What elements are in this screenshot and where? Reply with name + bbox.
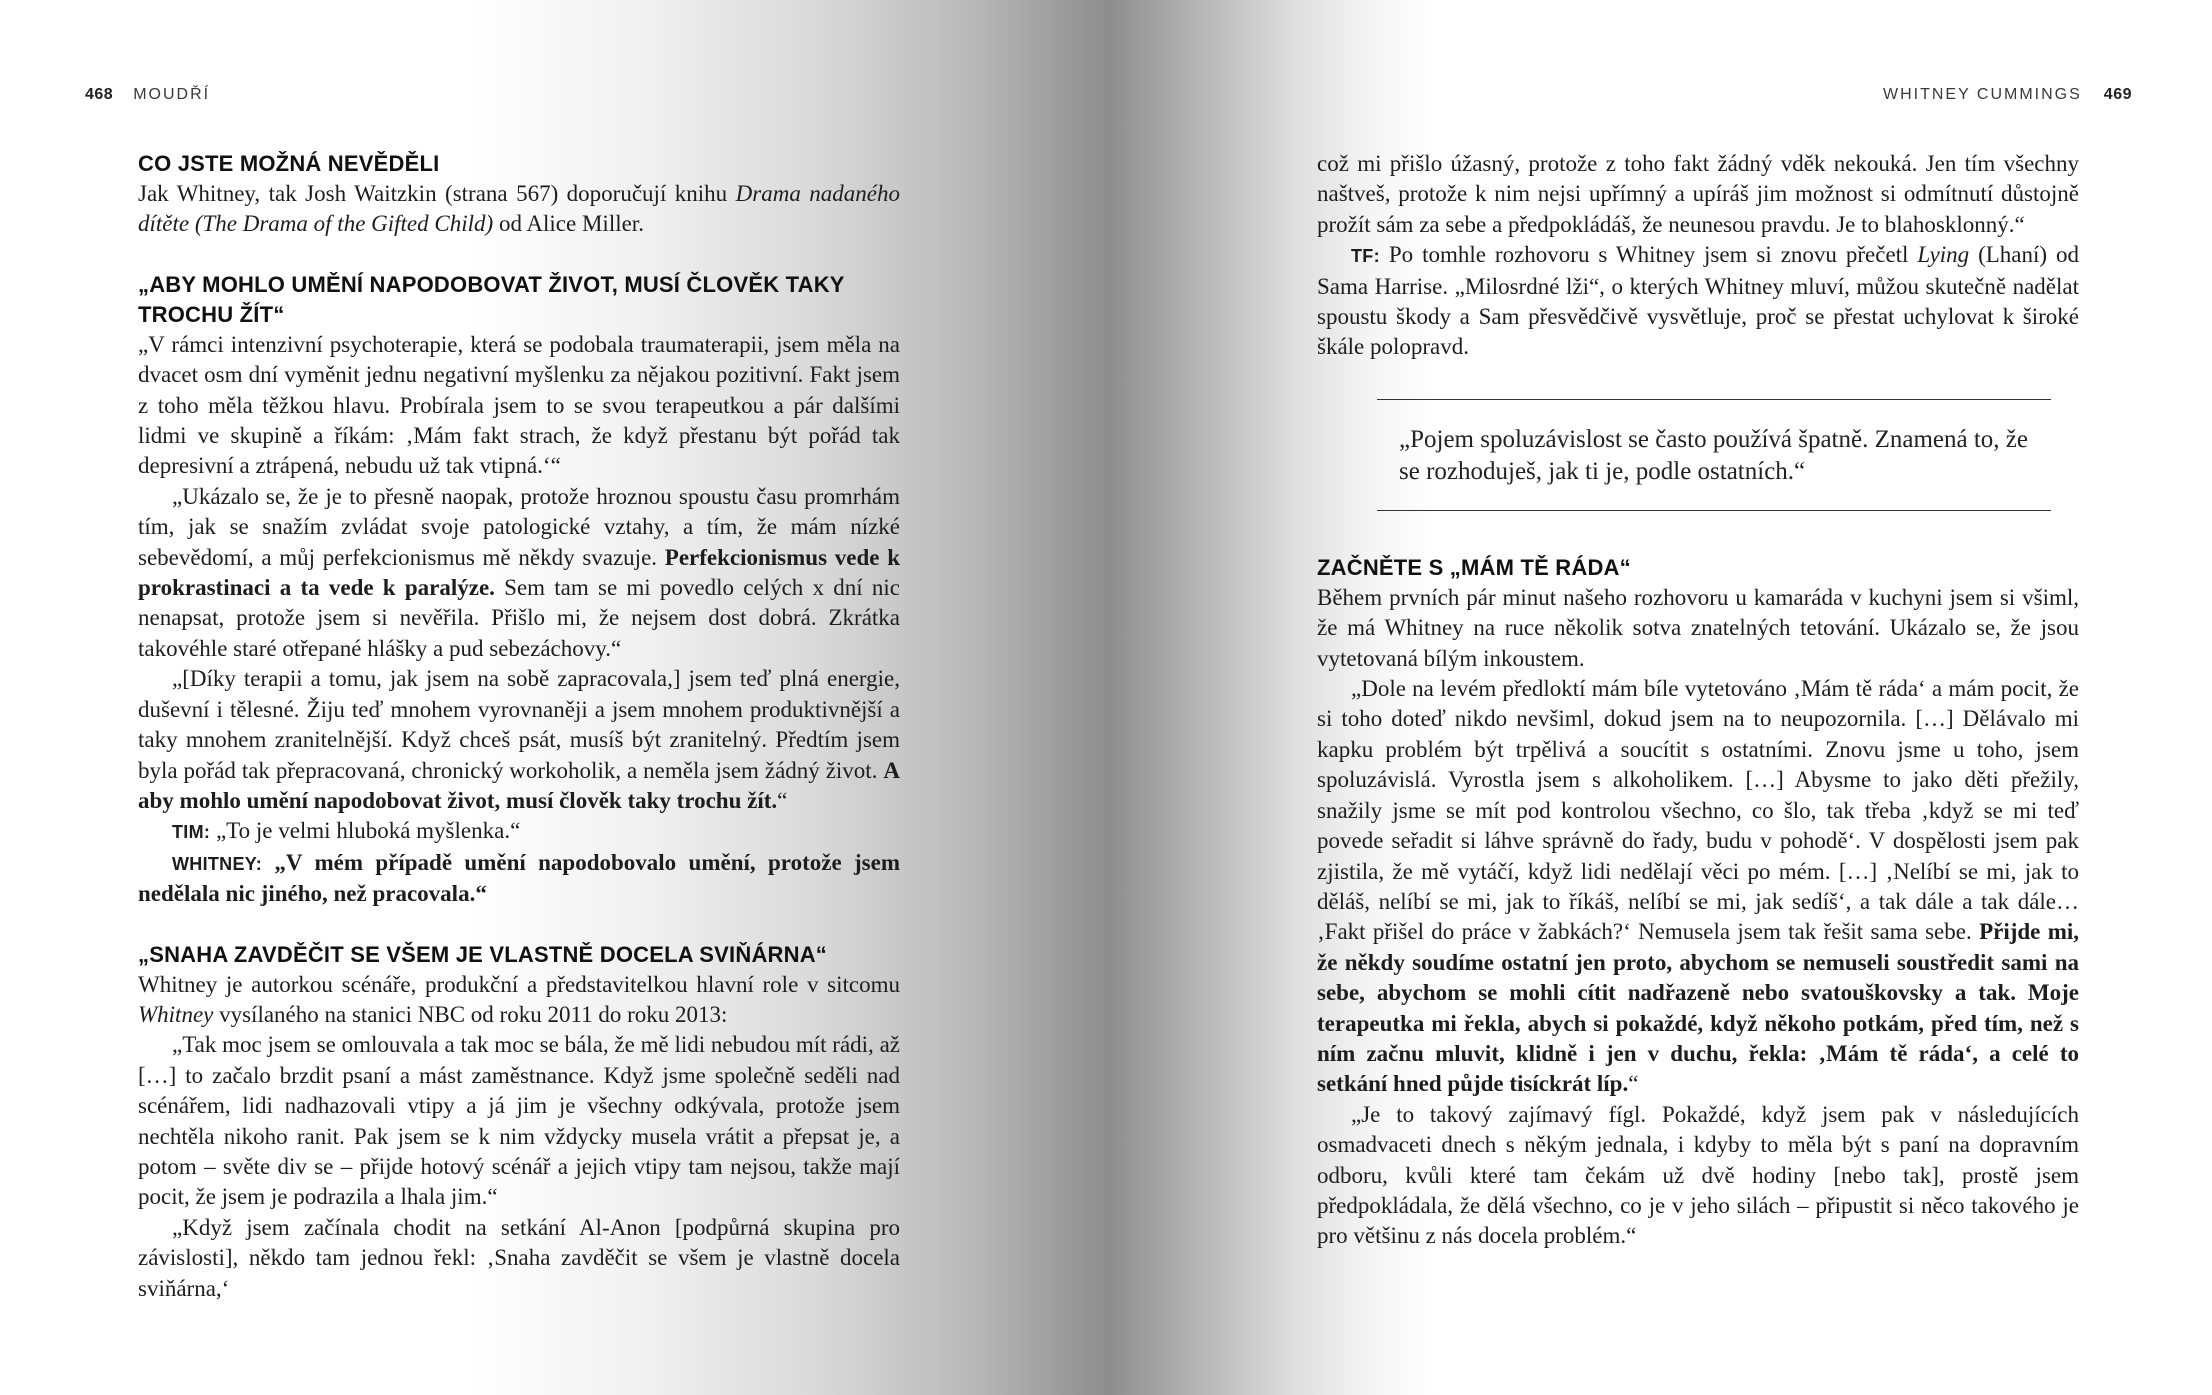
bold-run: Přijde mi, že někdy soudíme ostatní jen proto, abychom se nemuseli soustředit sami na sebe, abychom se mohli cítit nadřazeně nebo svatouškovsky a tak. Moje terapeutka mi řekla, abych si pokaždé, když někoho potkám, před tím, než s ním začnu mluvit, klidně i jen v duchu, řekla: ‚Mám tě ráda‘, a celé to setkání hned půjde tisíckrát líp. [1317,919,2079,1097]
paragraph [138,970,900,1031]
page-number-left: 468 [85,86,114,103]
section-heading: CO JSTE MOŽNÁ NEVĚDĚLI [138,151,440,176]
section-heading: „ABY MOHLO UMĚNÍ NAPODOBOVAT ŽIVOT, MUSÍ ČLOVĚK TAKY TROCHU ŽÍT“ [138,271,845,327]
paragraph [138,179,900,240]
book-title: Drama nadaného dítěte (The Drama of the Gifted Child) [138,181,900,237]
text-run: „Dole na levém předloktí mám bíle vytetováno ‚Mám tě ráda‘ a mám pocit, že si toho doteď nikdo nevšiml, dokud jsem na to neupozornila. […] Dělávalo mi kapku problém být trpělivá a soucítit s ostatními. Znovu jsme u toho, jsem spoluzávislá. Vyrostla jsem s alkoholikem. […] Abysme to jako děti přežily, snažily jsme se mít pod kontrolou všechno, co šlo, tak třeba ‚když se mi teď povede seřadit si láhve správně do řady, budu v pohodě‘. V dospělosti jsem pak zjistila, že mě vytáčí, když lidi nedělají věci po mém. […] ‚Nelíbí se mi, jak to děláš, nelíbí se mi, jak to říkáš, nelíbí se mi, jak sedíš‘, a tak dále a tak dále… ‚Fakt přišel do práce v žabkách?‘ Nemusela jsem tak řešit sama sebe. [1317,676,2079,945]
speaker-label: WHITNEY: [172,853,263,874]
paragraph [1317,674,2079,1100]
text-run: Whitney je autorkou scénáře, produkční a představitelkou hlavní role v sitcomu [138,971,900,997]
paragraph [138,482,900,664]
text-run: vysílaného na stanici NBC od roku 2011 do roku 2013: [213,1001,728,1027]
paragraph [138,664,900,816]
paragraph: „Je to takový zajímavý fígl. Pokaždé, když jsem pak v následujících osmadvaceti dnech s někým jednala, i kdyby to měla být s paní na dopravním odboru, kvůli které tam čekám už dvě hodiny [nebo tak], prostě jsem předpokládala, že dělá všechno, co je v jeho silách – připustit si něco takového je pro většinu z nás docela problém.“ [1317,1101,2079,1249]
paragraph: „Tak moc jsem se omlouvala a tak moc se bála, že mě lidi nebudou mít rádi, až […] to začalo brzdit psaní a mást zaměstnance. Když jsme společně seděli nad scénářem, lidi nadhazovali vtipy a já jim je všechny odkývala, protože jsem nechtěla nikoho ranit. Pak jsem se k nim vždycky musela vrátit a přepsat je, a potom – světe div se – přijde hotový scénář a jejich vtipy tam nejsou, takže mají pocit, že jsem je podrazila a lhala jim.“ [138,1032,900,1210]
text-run: Jak Whitney, tak Josh Waitzkin (strana 567) doporučují knihu [138,181,736,206]
paragraph: Během prvních pár minut našeho rozhovoru u kamaráda v kuchyni jsem si všiml, že má Whitney na ruce několik sotva znatelných tetování. Ukázalo se, že jsou vytetovaná bílým inkoustem. [1317,584,2079,671]
text-run: „To je velmi hluboká myšlenka.“ [210,818,521,844]
bold-run: Perfekcionismus vede k prokrastinaci a ta vede k paralýze. [138,544,900,601]
text-run: od Alice Miller. [493,211,644,237]
paragraph: což mi přišlo úžasný, protože z toho fakt žádný vděk nekouká. Jen tím všechny naštveš, protože k nim nejsi upřímný a upíráš jim možnost si odmítnutí důstojně prožít sám za sebe a předpokládáš, že neunesou pravdu. Je to blahosklonný.“ [1317,151,2079,237]
text-run: “ [777,787,788,813]
speaker-label: TIM: [172,822,211,843]
text-run: Po tomhle rozhovoru s Whitney jsem si znovu přečetl [1379,242,1918,268]
right-text-column [1317,149,2079,1252]
paragraph [1317,240,2079,363]
show-title: Whitney [138,1001,214,1027]
running-head-title-right: WHITNEY CUMMINGS [1882,86,2082,103]
text-run: (Lhaní) od Sama Harrise. „Milosrdné lži“, o kterých Whitney mluví, můžou skutečně nadělat spoustu škody a Sam přesvědčivě vysvětluje, proč se přestat uchylovat k široké škále polopravd. [1317,242,2079,360]
section-heading: „SNAHA ZAVDĚČIT SE VŠEM JE VLASTNĚ DOCELA SVIŇÁRNA“ [138,941,828,967]
left-running-head [85,86,210,104]
section-heading: ZAČNĚTE S „MÁM TĚ RÁDA“ [1317,554,1631,580]
pull-quote: „Pojem spoluzávislost se často používá špatně. Znamená to, že se rozhoduješ, jak ti je, podle ostatních.“ [1377,399,2051,511]
left-text-column [138,149,900,1304]
dialogue-line [138,816,900,847]
paragraph: „V rámci intenzivní psychoterapie, která se podobala traumaterapii, jsem měla na dvacet osm dní vyměnit jednu negativní myšlenku za nějakou pozitivní. Fakt jsem z toho měla těžkou hlavu. Probírala jsem to se svou terapeutkou a pár dalšími lidmi ve skupině a říkám: ‚Mám fakt strach, že když přestanu být pořád tak depresivní a ztrápená, nebudu už tak vtipná.‘“ [138,331,900,479]
page-number-right: 469 [2103,86,2132,103]
running-head-title-left: MOUDŘÍ [133,86,211,103]
bold-run: A aby mohlo umění napodobovat život, musí člověk taky trochu žít. [138,757,900,813]
bold-run: „V mém případě umění napodobovalo umění, protože jsem nedělala nic jiného, než pracovala.“ [138,849,900,907]
paragraph: „Když jsem začínala chodit na setkání Al-Anon [podpůrná skupina pro závislosti], někdo tam jednou řekl: ‚Snaha zavděčit se všem je vlastně docela sviňárna,‘ [138,1214,900,1301]
dialogue-line [138,848,900,910]
text-run: Sem tam se mi povedlo celých x dní nic nenapsat, protože jsem si nevěřila. Přišlo mi, že nejsem dost dobrá. Zkrátka takovéhle staré otřepané hlášky a pud sebezáchovy.“ [138,575,900,661]
right-running-head [1883,86,2132,104]
right-page [1106,0,2212,1395]
book-title: Lying [1917,242,1970,268]
text-run: „[Díky terapii a tomu, jak jsem na sobě zapracovala,] jsem teď plná energie, duševní i tělesné. Žiju teď mnohem vyrovnaněji a jsem mnohem produktivnější a taky mnohem zranitelnější. Když chceš psát, musíš být zranitelný. Předtím jsem byla pořád tak přepracovaná, chronický workoholik, a neměla jsem žádný život. [138,666,900,783]
text-run: “ [1628,1071,1639,1097]
text-run: „Ukázalo se, že je to přesně naopak, protože hroznou spoustu času promrhám tím, jak se snažím zvládat svoje patologické vztahy, a tím, že mám nízké sebevědomí, a můj perfekcionismus mě někdy svazuje. [138,483,900,570]
speaker-label: TF: [1351,246,1380,267]
